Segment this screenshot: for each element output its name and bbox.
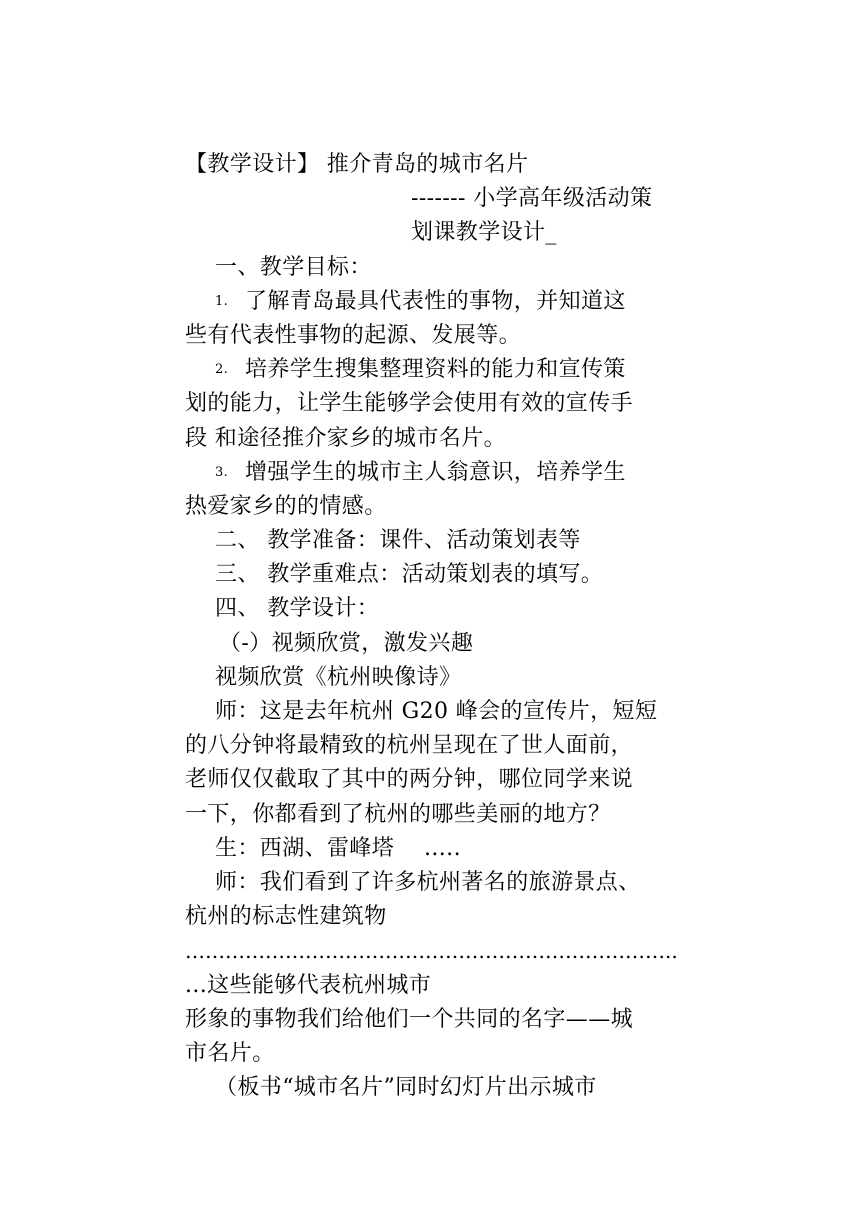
teacher2-line5: 市名片。 bbox=[185, 1040, 275, 1066]
teacher2-line4: 形象的事物我们给他们一个共同的名字——城 bbox=[185, 1006, 634, 1032]
document-subtitle-line1: ------- 小学高年级活动策 bbox=[411, 186, 653, 212]
teacher2-line3: ...这些能够代表杭州城市 bbox=[185, 972, 432, 998]
goal3-text: 增强学生的城市主人翁意识，培养学生 bbox=[245, 459, 626, 485]
document-page bbox=[185, 148, 685, 1105]
goal2-line2: 划的能力，让学生能够学会使用有效的宣传手 bbox=[185, 391, 634, 417]
section3-heading: 三、 教学重难点：活动策划表的填写。 bbox=[215, 562, 604, 588]
goal3-line1 bbox=[185, 456, 685, 490]
board-line: （板书“城市名片”同时幻灯片出示城市 bbox=[215, 1075, 597, 1101]
video-line: 视频欣赏《杭州映像诗》 bbox=[215, 664, 462, 690]
teacher1-line1: 师：这是去年杭州 G20 峰会的宣传片，短短 bbox=[215, 699, 658, 724]
teacher1-line4: 一下，你都看到了杭州的哪些美丽的地方？ bbox=[185, 801, 611, 827]
teacher2-line1: 师：我们看到了许多杭州著名的旅游景点、 bbox=[215, 869, 641, 895]
goal2-text: 培养学生搜集整理资料的能力和宣传策 bbox=[245, 357, 626, 383]
goal2-number: 2. bbox=[215, 362, 229, 378]
section1-heading: 一、教学目标： bbox=[215, 254, 372, 280]
teacher2-line2: 杭州的标志性建筑物 bbox=[185, 904, 387, 930]
goal1-line1 bbox=[185, 285, 685, 319]
goal1-number: 1. bbox=[215, 293, 229, 309]
student1-line: 生：西湖、雷峰塔 ..... bbox=[215, 835, 461, 861]
teacher1-line2: 的八分钟将最精致的杭州呈现在了世人面前， bbox=[185, 733, 634, 759]
goal1-line2: 些有代表性事物的起源、发展等。 bbox=[185, 322, 522, 348]
section4-heading: 四、 教学设计： bbox=[215, 596, 380, 622]
dots-line: ……………………………………………………………….. bbox=[185, 939, 678, 964]
document-title: 【教学设计】 推介青岛的城市名片 bbox=[185, 152, 529, 177]
goal2-line3: 段 和途径推介家乡的城市名片。 bbox=[185, 425, 506, 451]
subsection1-heading: （-）视频欣赏，激发兴趣 bbox=[219, 630, 474, 656]
goal3-line2: 热爱家乡的的情感。 bbox=[185, 493, 387, 519]
goal1-text: 了解青岛最具代表性的事物，并知道这 bbox=[245, 288, 626, 314]
teacher1-line3: 老师仅仅截取了其中的两分钟，哪位同学来说 bbox=[185, 767, 634, 793]
document-subtitle-line2: 划课教学设计_ bbox=[411, 220, 557, 246]
goal3-number: 3. bbox=[215, 464, 229, 480]
goal2-line1 bbox=[185, 353, 685, 387]
section2-heading: 二、 教学准备：课件、活动策划表等 bbox=[215, 528, 581, 554]
